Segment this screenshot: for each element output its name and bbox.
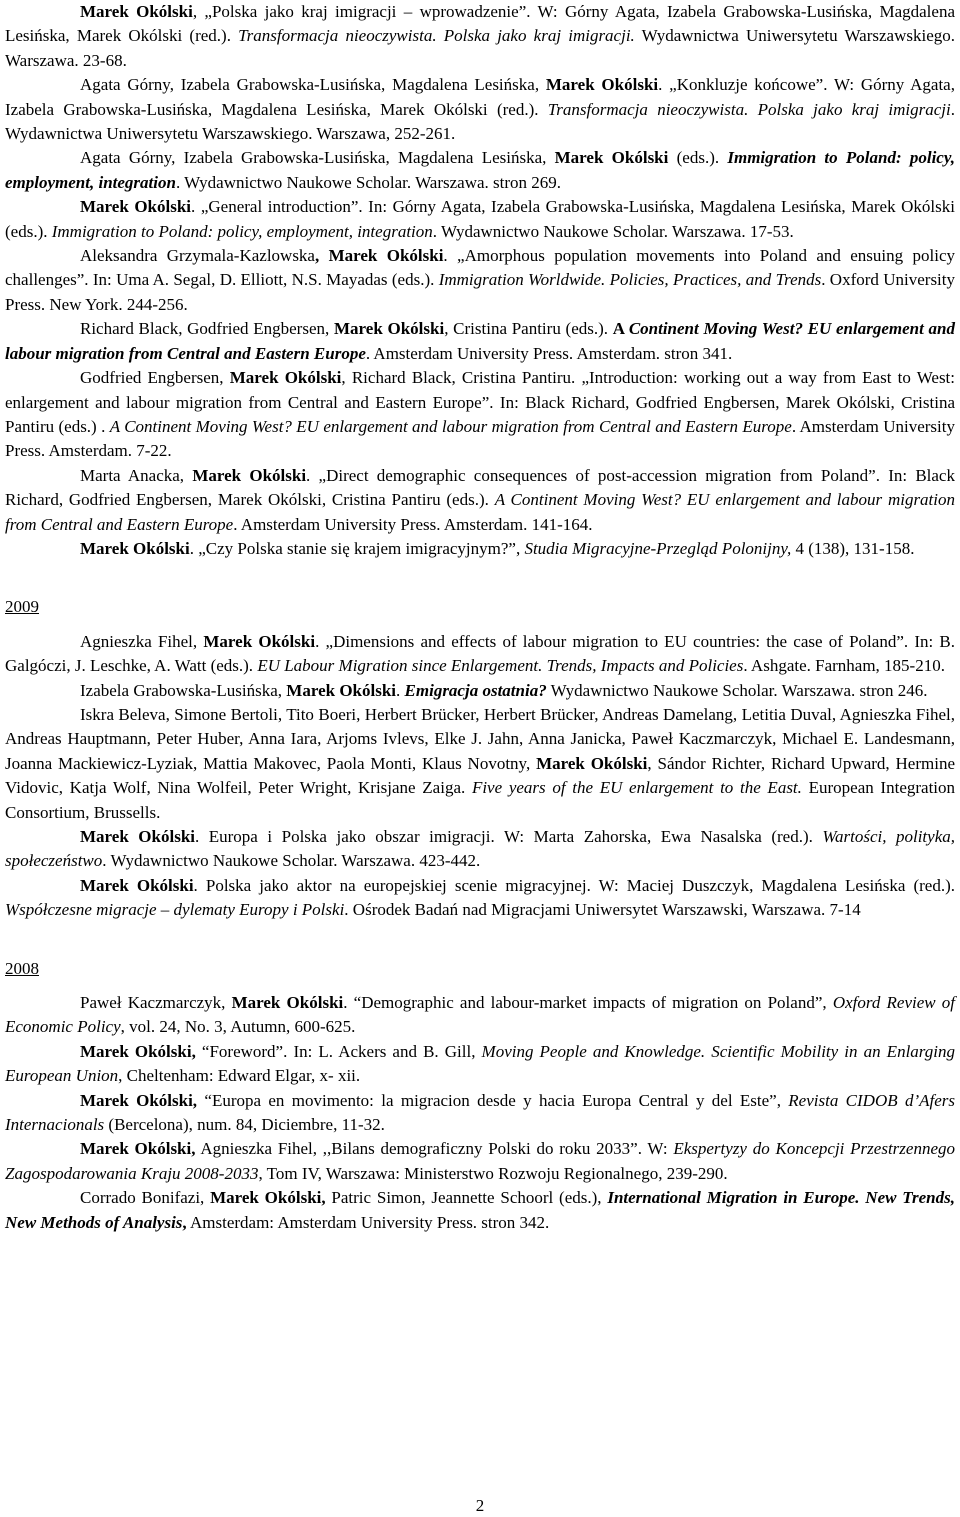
entry-text: Agnieszka Fihel, ,,Bilans demograficzny Polski do roku 2033”. W: [195, 1139, 674, 1159]
entry-text: Continent Moving West? EU enlargement and labour migration from Central and Eastern Europe [5, 319, 956, 363]
entry-text: A Continent Moving West? EU enlargement and labour migration from Central and Eastern Europe [5, 490, 956, 534]
entry-text: . Europa i Polska jako obszar imigracji. W: Marta Zahorska, Ewa Nasalska (red.). [195, 827, 823, 846]
entry-text: Marek Okólski, [210, 1188, 326, 1208]
entry-text: Wydawnictwa Uniwersytetu Warszawskiego. Warszawa. 23-68. [5, 26, 955, 70]
bibliography-entry [5, 630, 955, 679]
bibliography-entry [5, 1040, 955, 1089]
entry-text: . [396, 680, 405, 700]
entry-text: . Polska jako aktor na europejskiej scenie migracyjnej. W: Maciej Duszczyk, Magdalena Lesińska (red.). [193, 875, 955, 895]
entry-text: Marek Okólski, [80, 1090, 198, 1110]
entry-text: Marek Okólski [554, 148, 669, 168]
entry-text: . Oxford University Press. New York. 244-256. [5, 270, 956, 314]
bibliography-entry [5, 825, 955, 874]
entry-text: Marek Okólski [80, 197, 192, 217]
entry-text: Marek Okólski, [80, 1139, 196, 1159]
entry-text: Revista CIDOB d’Afers Internacionals [5, 1090, 955, 1135]
entry-text: Immigration to Poland: policy, employment, integration [51, 221, 433, 241]
bibliography-entry [5, 195, 955, 244]
bibliography-section-continued [5, 0, 955, 561]
entry-text: . „Konkluzje końcowe”. W: Górny Agata, Izabela Grabowska-Lusińska, Magdalena Lesińska, Marek Okólski (red.). [5, 75, 955, 119]
entry-text: Wartości, polityka, społeczeństwo [5, 827, 955, 871]
entry-text: , Sándor Richter, Richard Upward, Hermine Vidovic, Katja Wolf, Nina Wolfeil, Peter Wright, Krisjane Zaiga. [5, 753, 955, 798]
entry-text: Marek Okólski [286, 680, 397, 700]
entry-text: , „Polska jako kraj imigracji – wprowadzenie”. W: Górny Agata, Izabela Grabowska-Lusińska, Magdalena Lesińska, Marek Okólski (red.). [5, 2, 955, 46]
bibliography-entry [5, 537, 955, 561]
entry-text: Amsterdam: Amsterdam University Press. stron 342. [186, 1212, 550, 1232]
entry-text: . Ośrodek Badań nad Migracjami Uniwersytet Warszawski, Warszawa. 7-14 [344, 900, 861, 920]
entry-text: , Cristina Pantiru (eds.). [444, 319, 613, 339]
bibliography-section-2008 [5, 991, 955, 1235]
entry-text: Marek Okólski [231, 993, 344, 1013]
bibliography-entry [5, 874, 955, 923]
bibliography-entry [5, 146, 955, 195]
entry-text: , Richard Black, Cristina Pantiru. „Introduction: working out a way from East to West: enlargement and labour migration from Central and Eastern Europe”. In: Black Richard, Godfried Engbersen, Marek Okólski, Cristina Pantiru (eds.) . [5, 368, 956, 436]
entry-text: Aleksandra Grzymala-Kazlowska [80, 246, 315, 266]
bibliography-entry [5, 464, 955, 537]
entry-text: Agata Górny, Izabela Grabowska-Lusińska, Magdalena Lesińska, [80, 148, 555, 168]
bibliography-entry [5, 0, 955, 73]
bibliography-entry [5, 1137, 955, 1186]
entry-text: . Wydawnictwo Naukowe Scholar. Warszawa. 423-442. [102, 851, 481, 871]
bibliography-entry [5, 366, 955, 464]
entry-text: Iskra Beleva, Simone Bertoli, Tito Boeri, Herbert Brücker, Herbert Brücker, Andreas Damelang, Letitia Duval, Agnieszka Fihel, Andreas Hauptmann, Peter Huber, Anna Iara, Arjoms Ivlevs, Elke J. Jahn, Anna Janicka, Paweł Kaczmarczyk, Michael E. Landesmann, Joanna Mackiewicz-Lyziak, Mattia Makovec, Paola Monti, Klaus Novotny, [5, 704, 955, 773]
entry-text: Marek Okólski [192, 465, 307, 485]
entry-text: Godfried Engbersen, [80, 368, 230, 388]
year-heading-2008: 2008 [5, 958, 39, 978]
entry-text: , Tom IV, Warszawa: Ministerstwo Rozwoju Regionalnego, 239-290. [258, 1163, 728, 1183]
entry-text: Marek Okólski [80, 875, 194, 895]
entry-text: , vol. 24, No. 3, Autumn, 600-625. [120, 1017, 356, 1037]
entry-text: . „Amorphous population movements into Poland and ensuing policy challenges”. In: Uma A. Segal, D. Elliott, N.S. Mayadas (eds.). [5, 246, 955, 290]
entry-text: Five years of the EU enlargement to the East. [471, 778, 802, 798]
entry-text: , [182, 1212, 187, 1232]
entry-text: EU Labour Migration since Enlargement. Trends, Impacts and Policies [257, 656, 744, 676]
entry-text: (Bercelona), num. 84, Diciembre, 11-32. [104, 1115, 385, 1135]
bibliography-entry [5, 679, 955, 703]
entry-text: Patric Simon, Jeannette Schoorl (eds.), [325, 1188, 608, 1208]
entry-text: . „Direct demographic consequences of post-accession migration from Poland”. In: Black Richard, Godfried Engbersen, Marek Okólski, Cristina Pantiru (eds.). [5, 465, 955, 510]
entry-text: . Ashgate. Farnham, 185-210. [743, 656, 945, 676]
bibliography-entry [5, 73, 955, 146]
entry-text: “Foreword”. In: L. Ackers and B. Gill, [195, 1041, 482, 1061]
entry-text: A [612, 319, 629, 339]
entry-text: Transformacja nieoczywista. Polska jako kraj imigracji [547, 99, 951, 119]
entry-text: Agata Górny, Izabela Grabowska-Lusińska, Magdalena Lesińska, [80, 75, 546, 95]
entry-text: . “Demographic and labour-market impacts of migration on Poland”, [343, 993, 833, 1013]
entry-text: , Cheltenham: Edward Elgar, x- xii. [118, 1066, 361, 1086]
entry-text: Marek Okólski [80, 538, 190, 558]
entry-text: Immigration to Poland: policy, employment, integration [5, 148, 956, 192]
entry-text: European Integration Consortium, Brussells. [5, 778, 956, 822]
entry-text: Marek Okólski [536, 753, 648, 773]
entry-text: Marek Okólski, [80, 1041, 196, 1061]
document-page [5, 0, 955, 1235]
entry-text: Richard Black, Godfried Engbersen, [80, 319, 334, 339]
entry-text: . „Dimensions and effects of labour migration to EU countries: the case of Poland”. In: B. Galgóczi, J. Leschke, A. Watt (eds.). [5, 631, 956, 676]
entry-text: Współczesne migracje – dylematy Europy i Polski [5, 900, 345, 920]
page-number: 2 [475, 1496, 485, 1515]
entry-text: 4 (138), 131-158. [791, 538, 915, 558]
entry-text: Transformacja nieoczywista. Polska jako kraj imigracji. [238, 26, 635, 46]
entry-text: . „General introduction”. In: Górny Agata, Izabela Grabowska-Lusińska, Magdalena Lesińska, Marek Okólski (eds.). [5, 197, 955, 241]
entry-text: Marek Okólski [80, 827, 195, 846]
entry-text: Immigration Worldwide. Policies, Practices, and Trends [438, 270, 822, 290]
entry-text: . Amsterdam University Press. Amsterdam. 7-22. [5, 416, 955, 461]
entry-text: Moving People and Knowledge. Scientific Mobility in an Enlarging European Union [5, 1041, 955, 1086]
entry-text: Emigracja ostatnia? [404, 680, 547, 700]
bibliography-entry [5, 703, 955, 825]
entry-text: International Migration in Europe. New Trends, New Methods of Analysis [5, 1188, 955, 1232]
entry-text: , Marek Okólski [314, 246, 444, 266]
year-heading-2009: 2009 [5, 597, 39, 617]
bibliography-entry [5, 317, 955, 366]
entry-text: . Wydawnictwo Naukowe Scholar. Warszawa. 17-53. [432, 221, 794, 241]
bibliography-entry [5, 1186, 955, 1235]
entry-text: Marek Okólski [203, 631, 316, 651]
entry-text: Marek Okólski [333, 319, 445, 339]
bibliography-entry [5, 1089, 955, 1138]
bibliography-entry [5, 244, 955, 317]
bibliography-section-2009 [5, 630, 955, 923]
entry-text: . „Czy Polska stanie się krajem imigracyjnym?”, [189, 538, 525, 558]
entry-text: Paweł Kaczmarczyk, [80, 993, 232, 1013]
entry-text: Marta Anacka, [80, 465, 193, 485]
entry-text: . Amsterdam University Press. Amsterdam. 141-164. [233, 514, 593, 534]
entry-text: Marek Okólski [80, 2, 193, 21]
entry-text: “Europa en movimento: la migracion desde y hacia Europa Central y del Este”, [197, 1090, 789, 1110]
entry-text: . Wydawnictwo Naukowe Scholar. Warszawa. stron 269. [175, 172, 562, 192]
entry-text: (eds.). [668, 148, 728, 168]
entry-text: Agnieszka Fihel, [80, 631, 204, 651]
bibliography-entry [5, 991, 955, 1040]
entry-text: Oxford Review of Economic Policy [5, 993, 956, 1037]
entry-text: Ekspertyzy do Koncepcji Przestrzennego Zagospodarowania Kraju 2008-2033 [5, 1139, 955, 1183]
entry-text: . Amsterdam University Press. Amsterdam. stron 341. [365, 343, 733, 363]
entry-text: . Wydawnictwa Uniwersytetu Warszawskiego. Warszawa, 252-261. [5, 99, 956, 144]
entry-text: Marek Okólski [229, 368, 342, 388]
entry-text: Studia Migracyjne-Przegląd Polonijny, [524, 538, 792, 558]
entry-text: A Continent Moving West? EU enlargement and labour migration from Central and Eastern Europe [109, 416, 792, 436]
entry-text: Wydawnictwo Naukowe Scholar. Warszawa. stron 246. [546, 680, 928, 700]
entry-text: Corrado Bonifazi, [80, 1188, 211, 1208]
entry-text: Izabela Grabowska-Lusińska, [80, 680, 287, 700]
entry-text: Marek Okólski [545, 75, 659, 95]
